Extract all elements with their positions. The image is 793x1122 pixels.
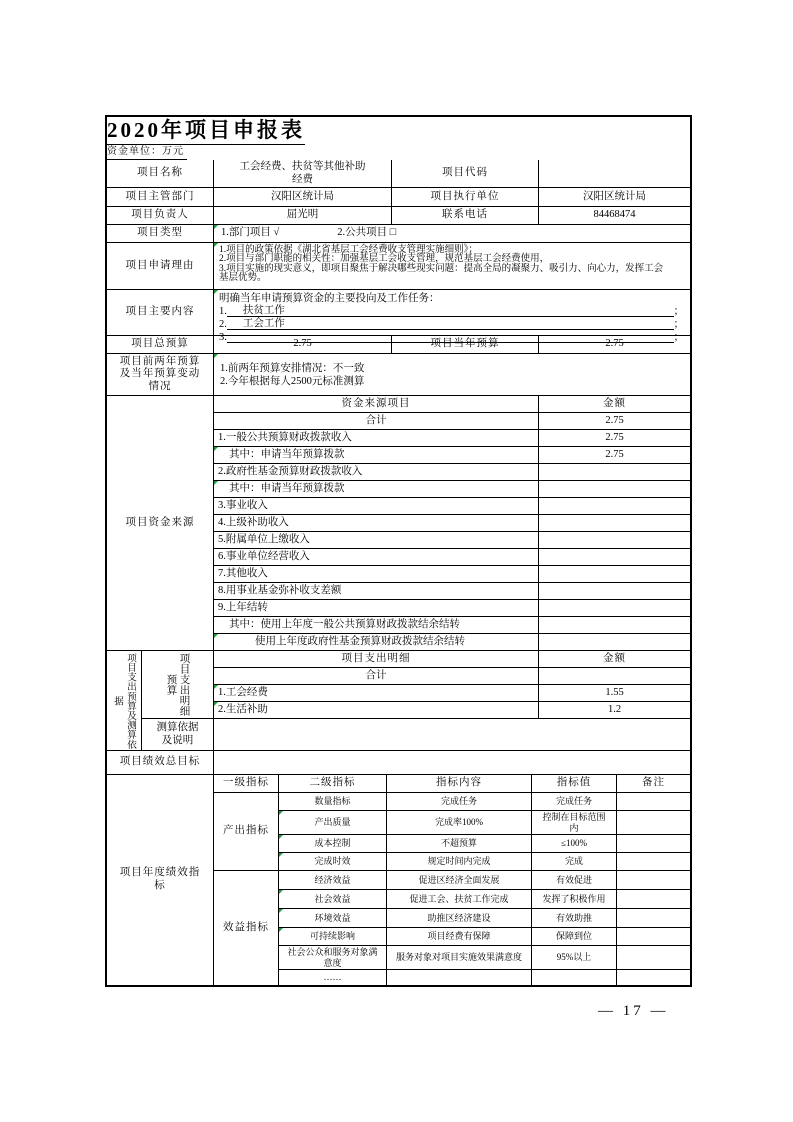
indicator-l2: 产出质量 <box>279 811 387 835</box>
indicator-l2: 环境效益 <box>279 909 387 928</box>
indicator-remark <box>617 890 690 909</box>
indicators-header-remark: 备注 <box>617 775 690 793</box>
funding-row <box>214 515 690 532</box>
content-item-1 <box>219 305 684 317</box>
overall-goal-value <box>214 751 690 775</box>
funding-item: 7.其他收入 <box>214 566 539 583</box>
indicators-section <box>107 775 690 985</box>
indicators-header-content: 指标内容 <box>387 775 532 793</box>
person-label: 项目负责人 <box>107 207 214 225</box>
expenditure-detail-label-text: 项目支出明细预算 <box>165 653 190 716</box>
funding-item: 其中：使用上年度一般公共预算财政拨款结余结转 <box>214 617 539 634</box>
indicator-content: 不超预算 <box>387 835 532 853</box>
item-blank-value: 扶贫工作 <box>227 305 674 317</box>
indicator-row <box>279 970 690 985</box>
funding-row <box>214 566 690 583</box>
funding-amount <box>539 600 690 617</box>
expenditure-amount: 1.2 <box>539 702 690 719</box>
item-end: ； <box>673 306 684 317</box>
indicator-value: 完成 <box>532 853 617 871</box>
funding-item: 4.上级补助收入 <box>214 515 539 532</box>
indicator-l2: 社会效益 <box>279 890 387 909</box>
funding-item: 其中：申请当年预算拨款 <box>214 447 539 464</box>
reason-line: 3.项目实施的现实意义，即项目聚焦于解决哪些现实问题：提高全局的凝聚力、吸引力、向心力，发挥工会基层优势。 <box>219 263 664 284</box>
funding-amount <box>539 464 690 481</box>
indicator-remark <box>617 909 690 928</box>
funding-item: 3.事业收入 <box>214 498 539 515</box>
type-option-dept: 1.部门项目 √ <box>221 227 280 239</box>
indicator-remark <box>617 853 690 871</box>
form-title: 2020年项目申报表 <box>107 117 305 145</box>
indicator-row <box>279 909 690 928</box>
funding-section <box>107 396 690 651</box>
indicator-remark <box>617 835 690 853</box>
indicator-value: 有效助推 <box>532 909 617 928</box>
person-value: 屈光明 <box>214 207 392 225</box>
expenditure-outer-label <box>107 651 142 751</box>
funding-item: 8.用事业基金弥补收支差额 <box>214 583 539 600</box>
indicator-value: 控制在目标范围内 <box>532 811 617 835</box>
expenditure-outer-label-text: 项目支出预算及测算依据 <box>112 652 136 749</box>
basis-value <box>214 719 690 751</box>
indicator-value: 保障到位 <box>532 928 617 946</box>
indicator-row <box>279 811 690 835</box>
funding-item: 6.事业单位经营收入 <box>214 549 539 566</box>
funding-row <box>214 532 690 549</box>
indicator-row <box>279 853 690 871</box>
indicator-remark <box>617 970 690 985</box>
indicator-content: 促进工会、扶贫工作完成 <box>387 890 532 909</box>
project-name-label: 项目名称 <box>107 160 214 188</box>
indicator-content: 规定时间内完成 <box>387 853 532 871</box>
funding-row <box>214 600 690 617</box>
funding-amount: 2.75 <box>539 447 690 464</box>
funding-row <box>214 464 690 481</box>
indicator-group-output: 产出指标 <box>214 793 279 871</box>
reason-label: 项目申请理由 <box>107 243 214 290</box>
type-value <box>214 225 690 243</box>
prev-budget-line: 2.今年根据每人2500元标准测算 <box>220 375 365 387</box>
funding-header-amount: 金额 <box>539 396 690 413</box>
funding-amount <box>539 566 690 583</box>
dept-value: 汉阳区统计局 <box>214 188 392 207</box>
funding-amount <box>539 481 690 498</box>
funding-amount <box>539 583 690 600</box>
funding-amount <box>539 549 690 566</box>
expenditure-amount: 1.55 <box>539 685 690 702</box>
indicator-l2: 成本控制 <box>279 835 387 853</box>
reason-line: 2.项目与部门职能的相关性：加强基层工会收支管理，规范基层工会经费使用， <box>219 254 550 265</box>
funding-item: 合计 <box>214 413 539 430</box>
indicator-group-benefit: 效益指标 <box>214 871 279 985</box>
content-item-2 <box>219 318 684 330</box>
project-code-value <box>539 160 690 188</box>
phone-value: 84468474 <box>539 207 690 225</box>
prev-budget-value <box>214 354 690 396</box>
indicator-row <box>279 871 690 890</box>
year-budget-value: 2.75 <box>539 336 690 354</box>
funding-amount <box>539 617 690 634</box>
item-blank-value <box>227 331 674 343</box>
indicator-row <box>279 793 690 811</box>
expenditure-row <box>214 702 690 719</box>
indicator-row <box>279 928 690 946</box>
reason-value <box>214 243 690 293</box>
indicator-value: 有效促进 <box>532 871 617 890</box>
indicators-header-value: 指标值 <box>532 775 617 793</box>
funding-item: 9.上年结转 <box>214 600 539 617</box>
funding-row <box>214 498 690 515</box>
indicator-value <box>532 970 617 985</box>
funding-row <box>214 634 690 651</box>
indicator-value: 完成任务 <box>532 793 617 811</box>
indicator-content <box>387 970 532 985</box>
indicator-remark <box>617 928 690 946</box>
indicator-content: 服务对象对项目实施效果满意度 <box>387 946 532 970</box>
indicator-content: 项目经费有保障 <box>387 928 532 946</box>
funding-item: 1.一般公共预算财政拨款收入 <box>214 430 539 447</box>
funding-amount <box>539 532 690 549</box>
funding-row <box>214 413 690 430</box>
indicator-row <box>279 946 690 970</box>
expenditure-section <box>107 651 690 751</box>
indicator-content: 完成率100% <box>387 811 532 835</box>
expenditure-detail-label <box>142 651 214 719</box>
expenditure-amount <box>539 668 690 685</box>
exec-unit-label: 项目执行单位 <box>392 188 539 207</box>
overall-goal-label: 项目绩效总目标 <box>107 751 214 775</box>
funding-amount <box>539 515 690 532</box>
expenditure-header-item: 项目支出明细 <box>214 651 539 668</box>
indicators-header-l1: 一级指标 <box>214 775 279 793</box>
funding-item: 5.附属单位上缴收入 <box>214 532 539 549</box>
item-number: 3. <box>219 332 227 343</box>
indicators-section-label: 项目年度绩效指标 <box>107 775 214 985</box>
project-code-label: 项目代码 <box>392 160 539 188</box>
indicator-remark <box>617 946 690 970</box>
main-content-label: 项目主要内容 <box>107 290 214 336</box>
total-budget-label: 项目总预算 <box>107 336 214 354</box>
funding-row <box>214 583 690 600</box>
indicator-l2: 完成时效 <box>279 853 387 871</box>
prev-budget-label: 项目前两年预算及当年预算变动情况 <box>107 354 214 396</box>
funding-row <box>214 549 690 566</box>
indicators-header-l2: 二级指标 <box>279 775 387 793</box>
declaration-form-table <box>105 115 692 987</box>
funding-row <box>214 447 690 464</box>
unit-note: 资金单位：万元 <box>107 145 187 160</box>
reason-line: …… <box>219 282 238 293</box>
total-budget-value: 2.75 <box>214 336 392 354</box>
main-content-intro: 明确当年申请预算资金的主要投向及工作任务： <box>219 293 440 304</box>
main-content-value <box>214 290 690 343</box>
funding-row <box>214 481 690 498</box>
indicator-content: 助推区经济建设 <box>387 909 532 928</box>
item-end: ； <box>673 332 684 343</box>
indicator-remark <box>617 871 690 890</box>
funding-item: 其中：申请当年预算拨款 <box>214 481 539 498</box>
reason-line: 1.项目的政策依据《湖北省基层工会经费收支管理实施细则》； <box>219 245 478 255</box>
expenditure-header-amount: 金额 <box>539 651 690 668</box>
basis-label: 测算依据及说明 <box>142 719 214 751</box>
type-option-public: 2.公共项目 □ <box>337 227 397 239</box>
phone-label: 联系电话 <box>392 207 539 225</box>
expenditure-row <box>214 668 690 685</box>
dept-label: 项目主管部门 <box>107 188 214 207</box>
indicator-l2: 社会公众和服务对象满意度 <box>279 946 387 970</box>
funding-amount: 2.75 <box>539 413 690 430</box>
indicator-remark <box>617 811 690 835</box>
expenditure-item: 1.工会经费 <box>214 685 539 702</box>
indicator-content: 完成任务 <box>387 793 532 811</box>
expenditure-item: 2.生活补助 <box>214 702 539 719</box>
item-end: ； <box>673 319 684 330</box>
funding-amount <box>539 634 690 651</box>
content-item-3 <box>219 331 684 343</box>
exec-unit-value: 汉阳区统计局 <box>539 188 690 207</box>
expenditure-row <box>214 685 690 702</box>
prev-budget-line: 1.前两年预算安排情况：不一致 <box>220 362 365 374</box>
expenditure-item: 合计 <box>214 668 539 685</box>
indicator-content: 促进区经济全面发展 <box>387 871 532 890</box>
funding-amount <box>539 498 690 515</box>
funding-header-item: 资金来源项目 <box>214 396 539 413</box>
year-budget-label: 项目当年预算 <box>392 336 539 354</box>
indicator-remark <box>617 793 690 811</box>
item-number: 2. <box>219 319 227 330</box>
indicator-row <box>279 835 690 853</box>
project-name-value: 工会经费、扶贫等其他补助经费 <box>214 160 392 188</box>
indicator-value: ≤100% <box>532 835 617 853</box>
item-blank-value: 工会工作 <box>227 318 674 330</box>
funding-section-label: 项目资金来源 <box>107 396 214 651</box>
funding-row <box>214 617 690 634</box>
funding-item: 使用上年度政府性基金预算财政拨款结余结转 <box>214 634 539 651</box>
indicator-l2: …… <box>279 970 387 985</box>
page-number: — 17 — <box>598 1003 669 1019</box>
indicator-l2: 数量指标 <box>279 793 387 811</box>
item-number: 1. <box>219 306 227 317</box>
type-label: 项目类型 <box>107 225 214 243</box>
funding-amount: 2.75 <box>539 430 690 447</box>
indicator-value: 发挥了积极作用 <box>532 890 617 909</box>
indicator-l2: 经济效益 <box>279 871 387 890</box>
funding-item: 2.政府性基金预算财政拨款收入 <box>214 464 539 481</box>
indicator-value: 95%以上 <box>532 946 617 970</box>
funding-row <box>214 430 690 447</box>
indicator-l2: 可持续影响 <box>279 928 387 946</box>
indicator-row <box>279 890 690 909</box>
